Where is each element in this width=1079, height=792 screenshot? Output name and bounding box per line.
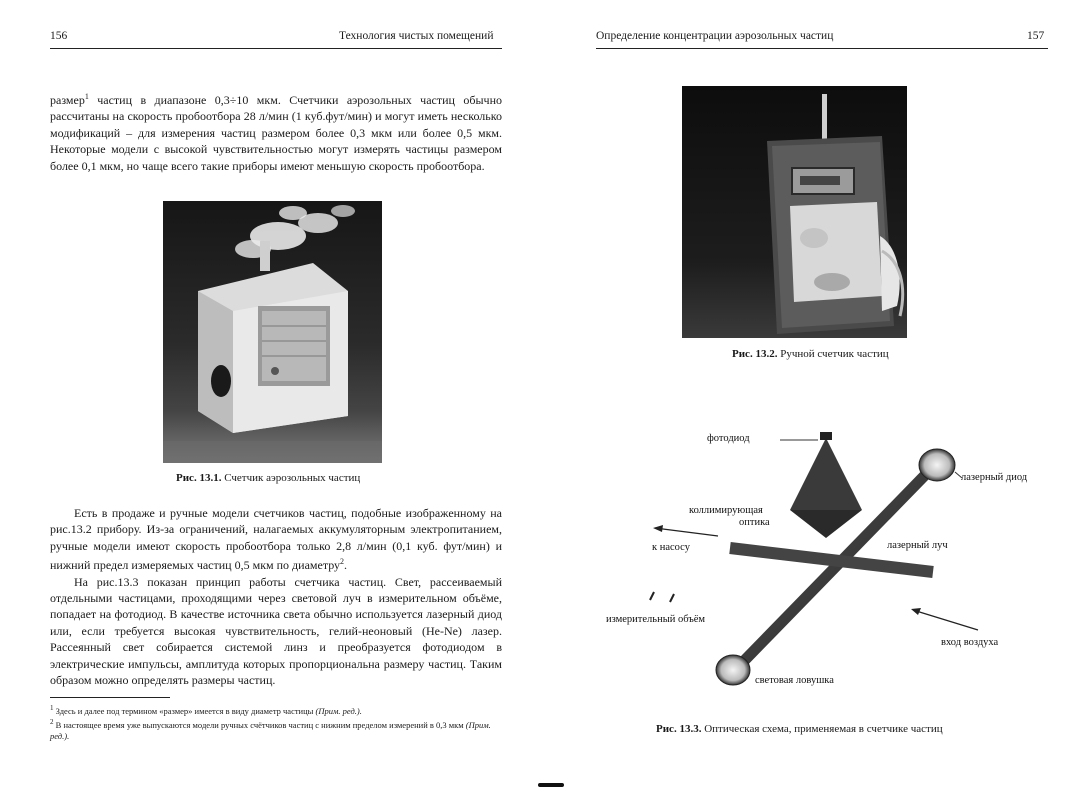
footnote-1-mark: 1 xyxy=(50,704,54,712)
label-light-trap: световая ловушка xyxy=(755,675,834,686)
page-edge-mark xyxy=(538,783,564,787)
label-to-pump: к насосу xyxy=(652,542,690,553)
header-rule-right xyxy=(596,48,1048,49)
footnote-rule xyxy=(50,697,170,698)
label-air-inlet: вход воздуха xyxy=(941,637,999,648)
intro-text-rest: частиц в диапазоне 0,3÷10 мкм. Счетчики аэрозольных частиц обычно рассчитаны на скорость пробоотбора 28 л/мин (1 куб.фут/мин) и могут иметь несколько модификаций – для измерения частиц размером более 0,3 мкм или более 0,5 мкм. Некоторые модели с высокой чувствительностью могут измерять частицы размером более 0,1 мкм, но чаще всего такие приборы имеют меньшую скорость пробоотбора. xyxy=(50,93,502,173)
figure-13-2-caption xyxy=(732,348,889,360)
aerosol-counter-image xyxy=(163,201,382,463)
running-title-left: Технология чистых помещений xyxy=(339,30,494,42)
intro-text-start: размер xyxy=(50,93,85,107)
label-laser-beam: лазерный луч xyxy=(887,540,948,551)
main-paragraphs xyxy=(50,505,502,688)
collimating-optics-cone xyxy=(790,510,862,538)
figure-13-2-number: Рис. 13.2. xyxy=(732,348,778,360)
label-collimating-optics-1: коллимирующая xyxy=(689,505,763,516)
laser-diode-disc xyxy=(919,449,955,481)
handheld-counter-image xyxy=(682,86,907,338)
right-page xyxy=(540,0,1079,792)
header-rule-left xyxy=(50,48,502,49)
light-trap-disc xyxy=(716,655,750,685)
figure-13-1-number: Рис. 13.1. xyxy=(176,472,222,484)
footnote-1-text: Здесь и далее под термином «размер» имеется в виду диаметр частицы xyxy=(53,705,316,716)
paragraph-1 xyxy=(50,505,502,574)
label-measuring-volume: измерительный объём xyxy=(606,614,706,625)
to-pump-arrow xyxy=(655,528,718,536)
label-laser-diode: лазерный диод xyxy=(961,472,1028,483)
figure-13-3-number: Рис. 13.3. xyxy=(656,723,702,735)
footnote-2-text: В настоящее время уже выпускаются модели ручных счётчиков частиц с нижним пределом измерений в 0,3 мкм xyxy=(53,719,466,730)
footnote-ref-2: 2 xyxy=(340,557,345,567)
footnote-ref-1: 1 xyxy=(84,92,89,101)
figure-13-3-caption xyxy=(656,723,943,735)
figure-13-1-caption xyxy=(176,472,360,484)
intro-paragraph xyxy=(50,89,502,174)
running-title-right: Определение концентрации аэрозольных частиц xyxy=(596,30,834,42)
paragraph-1-end: . xyxy=(344,558,348,573)
figure-13-2-text: Ручной счетчик частиц xyxy=(777,348,889,360)
figure-13-2-photo xyxy=(682,86,907,338)
footnote-2 xyxy=(50,717,502,742)
label-photodiode: фотодиод xyxy=(707,433,750,444)
figure-13-1-text: Счетчик аэрозольных частиц xyxy=(221,472,361,484)
photodiode-cone xyxy=(790,438,862,510)
page-number-right: 157 xyxy=(1027,30,1045,42)
label-collimating-optics-2: оптика xyxy=(739,517,770,528)
page-number-left: 156 xyxy=(50,30,68,42)
footnote-2-note: (Прим. ред.). xyxy=(50,719,491,741)
air-inlet-arrow xyxy=(913,610,978,630)
optical-scheme-diagram xyxy=(540,420,1079,700)
figure-13-3-text: Оптическая схема, применяемая в счетчике частиц xyxy=(701,723,943,735)
paragraph-1-text: Есть в продаже и ручные модели счетчиков частиц, подобные изображенному на рис.13.2 прибору. Из-за ограничений, налагаемых аккумуляторным электропитанием, ручные модели имеют скорость пробоотбора только 2,8 л/мин (0,1 куб. фут/мин) и нижний предел измеряемых частиц 0,5 мкм по диаметру xyxy=(50,506,502,573)
footnote-1-note: (Прим. ред.). xyxy=(315,705,362,716)
figure-13-1-photo xyxy=(163,201,382,463)
footnote-2-mark: 2 xyxy=(50,717,54,726)
paragraph-2: На рис.13.3 показан принцип работы счетчика частиц. Свет, рассеиваемый отдельными частицами, проходящими через световой луч в измерительном объёме, попадает на фотодиод. В качестве источника света обычно используется лазерный диод или, если требуется высокая чувствительность, гелий-неоновый (He-Ne) лазер. Рассеянный свет собирается системой линз и преобразуется фотодиодом в электрические импульсы, амплитуда которых пропорциональна размеру частиц. Таким образом можно определять размеры частиц. xyxy=(50,574,502,688)
footnotes xyxy=(50,703,502,742)
footnote-1 xyxy=(50,703,502,717)
